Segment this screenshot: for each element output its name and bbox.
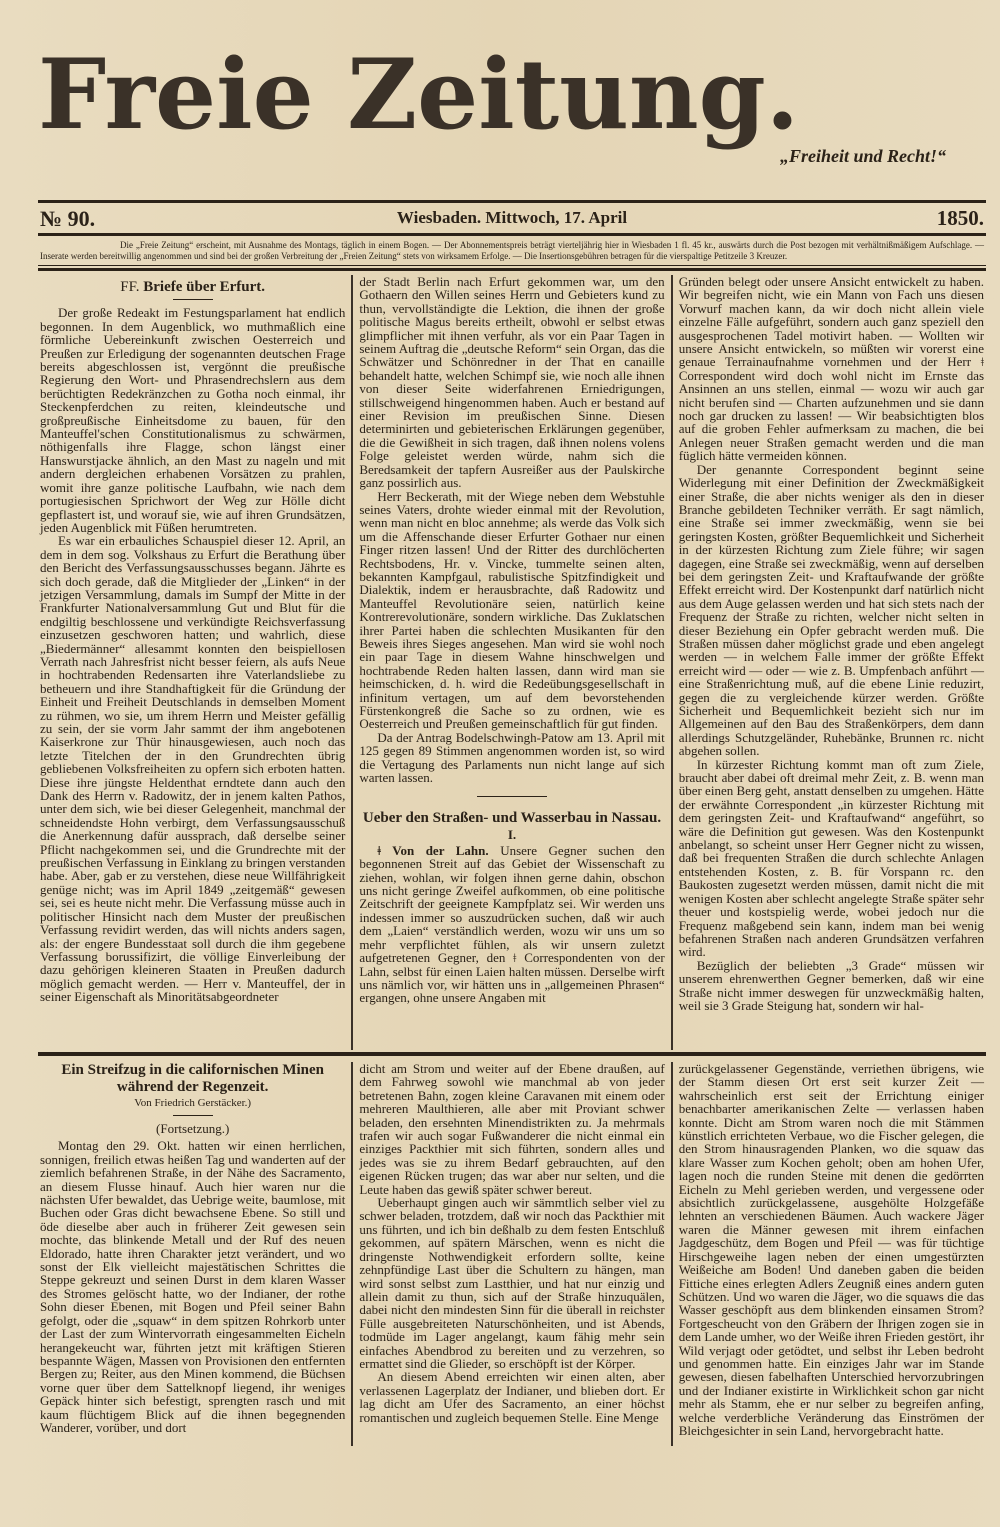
- divider: [173, 299, 213, 300]
- rule: [38, 265, 986, 266]
- paragraph: Da der Antrag Bodelschwingh-Patow am 13. April mit 125 gegen 89 Stimmen angenommen worden ist, so wird die Vertagung des Parlaments nun nicht lange auf sich warten lassen.: [359, 729, 665, 786]
- issue-line: [38, 203, 986, 233]
- motto: „Freiheit und Recht!“: [779, 146, 946, 166]
- newspaper-title: Freie Zeitung.: [38, 38, 800, 151]
- paragraph: Montag den 29. Okt. hatten wir einen herrlichen, sonnigen, freilich etwas heißen Tag und wanderten auf der ziemlich befahrenen Straße, in der Nähe des Sacramento, an diesem Flusse hinauf. Auch hier waren nur die nächsten Ufer bewaldet, das Uebrige weite, baumlose, mit Buchen oder Gras dicht bewachsene Ebene. So still und öde dieselbe aber auch in früherer Zeit gewesen sein mochte, das blinkende Metall und der Ruf des neuen Eldorado, hatte ihren Charakter jetzt verändert, und wo sonst der Elk vielleicht majestätischen Schrittes die Steppe gekreuzt und seinen Durst in dem klaren Wasser des Stromes gelöscht hatte, wo der Indianer, der rothe Sohn dieser Ebenen, mit Bogen und Pfeil seiner Bahn gefolgt, oder die „squaw“ in dem spitzen Rohrkorb unter der Last der zum Wintervorrath eingesammelten Eicheln herangekeucht war, führten jetzt mit kräftigen Stieren bespannte Wägen, Massen von Provisionen den entfernten Bergen zu; Reiter, aus den Minen kommend, die Büchsen vorne quer über dem Sattelknopf liegend, ihr weniges Gepäck hinter sich befestigt, sprengten rasch und mit kaum flüchtigem Blick auf die ihnen begegnenden Wanderer, vorüber, und dort: [40, 1138, 346, 1435]
- paragraph: Unsere Gegner suchen den begonnenen Streit auf das Gebiet der Wissenschaft zu ziehen, wohlan, wir folgen ihnen gerne dahin, obschon uns nicht geringe Zweifel aufkommen, ob eine politische Zeitschrift der geeignete Kampfplatz sei. Wir werden uns indessen immer so auszudrücken suchen, daß wir auch dem „Laien“ verständlich werden, wozu wir uns um so mehr verpflichtet fühlen, als wir unsern zuletzt aufgetretenen Gegner, den ǂ Correspondenten von der Lahn, selbst für einen Laien halten müssen. Derselbe wirft uns nämlich vor, wir hätten uns in „allgemeinen Phrasen“ ergangen, ohne unsere Angaben mit: [359, 842, 665, 1006]
- column-3-lower: [677, 1062, 986, 1446]
- paragraph: Bezüglich der beliebten „3 Grade“ müssen wir unserem ehrenwerthen Gegner bemerken, daß wir eine Straße nicht immer deswegen für unzweckmäßig halten, weil sie 3 Grade Steigung hat, sondern wir hal-: [678, 957, 985, 1013]
- column-1-upper: [38, 275, 347, 1050]
- paragraph: Es war ein erbauliches Schauspiel dieser 12. April, an dem in dem sog. Volkshaus zu Erfurt die Berathung über den Bericht des Verfassungsausschusses begann. Jährte es sich doch gerade, daß die Mitglieder der „Linken“ in der jetzigen Versammlung, damals im Sumpf der Mitte in der Frankfurter Nationalversammlung Gut und Blut für die endgiltig beschlossene und verkündigte Reichsverfassung einzusetzen geschworen hatten; und wahrlich, diese „Biedermänner“ allesammt konnten den beispiellosen Verrath nach Jahresfrist nicht besser feiern, als aufs Neue in hochtrabenden Redensarten ihre Vaterlandsliebe zu betheuern und ihre Standhaftigkeit für die Gründung der Einheit und Freiheit Deutschlands in demselben Moment zu rühmen, wo sie, um ihrem Herrn und Meister gefällig zu sein, der sie vorm Jahr sammt der ihm angebotenen Kaiserkrone zur Thür hinausgewiesen, auch noch das letzte Titelchen der in den Grundrechten übrig gebliebenen Volksfreiheiten zu opfern sich erboten hatten. Diese ihre jüngste Heldenthat erndtete dann auch den Dank des Herrn v. Radowitz, der in jenem kalten Pathos, unter dem sich, wie bei dieser Gelegenheit, manchmal der schneidendste Hohn verbirgt, dem Verfassungsausschuß die Anerkennung dafür aussprach, daß derselbe seiner Pflicht nachgekommen sei, und die Grundrechte mit der preußischen Verfassung in Einklang zu bringen verstanden habe. Aber, gab er zu verstehen, diese neue Willfährigkeit genüge nicht; was im April 1849 „zeitgemäß“ gewesen sei, sei es heute nicht mehr. Die Verfassung müsse auch in politischer Hinsicht nach dem Muster der preußischen Verfassung revidirt werden, das will nichts anders sagen, als: der engere Bundesstaat soll durch die ihm gegebene Verfassung borussifizirt, die völlige Einverleibung der dazu gehörigen kleineren Staaten in Preußen dadurch möglich gemacht werden. — Herr v. Manteuffel, der in seiner Eigenschaft als Minoritätsabgeordneter: [40, 533, 346, 1005]
- author-mark: FF.: [120, 279, 140, 295]
- column-rule: [671, 275, 673, 1050]
- paragraph: In kürzester Richtung kommt man oft zum Ziele, braucht aber dabei oft dreimal mehr Zeit, z. B. wenn man über einen Berg geht, anstatt denselben zu umgehen. Hätte der erwähnte Correspondent „in kürzester Richtung mit dem geringsten Zeit- und Kraftaufwand“ angeführt, so wäre die Definition gut gewesen. Was den Kostenpunkt anbelangt, so scheint unser Herr Gegner nicht zu wissen, daß bei frequenten Straßen die durch schlechte Anlagen entstehenden Kosten, z. B. für Vorspann rc. den Baukosten zugesetzt werden müssen, damit nicht die mit wenigen Kosten aber schlecht angelegte Straße später sehr theuer und kostspielig werde, wobei jedoch nur die Frequenz maßgebend sein kann, indem man bei wenig befahrenen Straßen nach anderen Grundsätzen verfahren wird.: [678, 756, 985, 960]
- paragraph: der Stadt Berlin nach Erfurt gekommen war, um den Gothaern den Willen seines Herrn und Gebieters kund zu thun, vervollständigte die Lektion, die ihnen der große politische Magus bereits ertheilt, obwohl er selbst etwas glimpflicher mit ihnen verfuhr, als vor ein Paar Tagen in seinem Auftrag die „deutsche Reform“ sein Organ, das die Schwätzer und Schönredner in der That en canaille behandelt hatte, welchen Schimpf sie, wie noch alle ihnen von dieser Seite widerfahrenen Erniedrigungen, stillschweigend hingenommen haben. Auch er bestand auf einer Revision im preußischen Sinne. Diesen determinirten und gebieterischen Erklärungen gegenüber, die die Gewißheit in sich tragen, daß ihnen nolens volens Folge geleistet werden würde, nahm sich die Beredsamkeit der tapfern Ausreißer aus der Paulskirche ganz possirlich aus.: [359, 274, 665, 491]
- article-dateline: ǂ Von der Lahn.: [377, 842, 489, 858]
- column-rule: [351, 275, 353, 1050]
- byline: Von Friedrich Gerstäcker.): [134, 1097, 252, 1109]
- column-1-lower: [38, 1062, 347, 1446]
- feuilleton-section: [38, 1056, 986, 1446]
- subscription-notice: Die „Freie Zeitung“ erscheint, mit Ausnahme des Montags, täglich in einem Bogen. — Der Abonnementspreis beträgt vierteljährig hier in Wiesbaden 1 fl. 45 kr., auswärts durch die Post bezogen mit verhältnißmäßigem Aufschlage. — Inserate werden bereitwillig angenommen und sind bei der großen Verbreitung der „Freien Zeitung“ stets von wirksamem Erfolge. — Die Insertionsgebühren betragen für die vierspaltige Petitzeile 3 Kreuzer.: [40, 240, 984, 261]
- column-2-lower: [357, 1062, 666, 1446]
- paragraph: Der genannte Correspondent beginnt seine Widerlegung mit einer Definition der Zweckmäßigkeit einer Straße, die aber nichts weniger als den in dieser Branche gebildeten Techniker verräth. Er sagt nämlich, eine Straße sei immer zweckmäßig, wenn sie bei geringsten Kosten, größter Bequemlichkeit und Sicherheit in der kürzesten Richtung zum Ziele führe; wir sagen dagegen, eine Straße sei zweckmäßig, wenn auf derselben bei dem geringsten Zeit- und Kraftaufwande der größte Effekt erreicht wird. Der Kostenpunkt darf natürlich nicht aus dem Auge gelassen werden und hat sich stets nach der Frequenz der Straße zu richten, welcher nicht selten in dieser Beziehung ein Opfer gebracht werden muß. Die Straßen müssen daher möglichst grade und eben angelegt werden — in welchem Falle immer der größte Effekt erreicht wird — oder — wie z. B. Umpfenbach anführt — eine Straßenrichtung muß, auf die ebene Linie reduzirt, gegen die zu vergleichende kürzer werden. Größte Sicherheit und Bequemlichkeit bezieht sich nur im Allgemeinen auf den Bau des Straßenkörpers, dem dann allerdings Schutzgeländer, Ruhebänke, Brunnen rc. nicht abgehen sollen.: [678, 461, 985, 759]
- column-2-upper: [357, 275, 666, 1050]
- article-title: Briefe über Erfurt.: [143, 279, 266, 295]
- paragraph: Ueberhaupt gingen auch wir sämmtlich selber viel zu schwer beladen, trotzdem, daß wir noch das Packthier mit uns führten, und ich bin deßhalb zu dem festen Entschluß gekommen, auf spätern Märschen, wenn es nicht die dringenste Nothwendigkeit erfordern sollte, keine zehnpfündige Last über die Schultern zu hängen, man wird sonst selbst zum Lastthier, und hat nur einzig und allein damit zu thun, sich auf der Straße hinzuquälen, dabei nicht den mindesten Sinn für die überall in reichster Fülle ausgebreiteten Naturschönheiten, und ist Abends, todmüde im Lager angelangt, kaum fähig mehr sein einfaches Abendbrod zu bereiten und zu verzehren, so ermattet sind die Glieder, so erschöpft ist der Körper.: [359, 1195, 665, 1371]
- column-rule: [671, 1062, 673, 1446]
- paragraph: zurückgelassener Gegenstände, verriethen übrigens, wie der Stamm diesen Ort erst seit kurzer Zeit — wahrscheinlich erst seit der Errichtung einiger benachbarter amerikanischen Zelte — verlassen haben konnte. Dicht am Strom waren noch die mit Stämmen künstlich errichteten Verbaue, wo die Fischer gelegen, die den Strom hinausragenden Planken, wo die squaw das klare Wasser zum Kochen geholt; oben am hohen Ufer, lagen noch die runden Steine mit denen die gedörrten Eicheln zu Mehl gerieben werden, und vergessene oder absichtlich zurückgelassene, ausgehölte Holzgefäße lehnten an verschiedenen Bäumen. Auch wackere Jäger waren die Männer gewesen mit ihrem einfachen Jagdgeschütz, dem Bogen und Pfeil — was für tüchtige Hirschgeweihe lagen neben der einen umgestürzten Weißeiche am Boden! Und daneben gaben die beiden Fittiche eines erlegten Adlers Zeugniß eines andern guten Schützen. Und wo waren die Jäger, wo die squaws die das Wasser geschöpft aus dem blinkenden einsamen Strom? Fortgescheucht von den Gräbern der Ihrigen zogen sie in dem Lande umher, wo der Weiße ihren Frieden gestört, ihr Wild verjagt oder getödtet, und selbst ihr Leben bedroht und genommen hatte. Ein einziges Jahr war im Stande gewesen, diesen fabelhaften Unterschied hervorzubringen und der Indianer existirte in Wirklichkeit schon gar nicht mehr als Stamm, ehe er nur selber zu begreifen anfing, welche verderbliche Veränderung das Einströmen der Bleichgesichter in sein Land, hervorgebracht hatte.: [678, 1061, 985, 1438]
- paragraph: Herr Beckerath, mit der Wiege neben dem Webstuhle seines Vaters, drohte wieder einmal mit der Revolution, wenn man nicht en bloc annehme; als werde das Volk sich um die Affenschande dieser Erfurter Gothaer nur einen Finger ritzen lassen! Und der Ritter des durchlöcherten Rechtsbodens, Hr. v. Vincke, tummelte seinen alten, bekannten Kampfgaul, rabulistische Spitzfindigkeit und Dialektik, indem er herausbrachte, daß Radowitz und Manteuffel Revolutionäre seien, natürlich keine Kontrerevolutionäre, sondern wirkliche. Das Zuklatschen ihrer Partei haben die schlechten Musikanten für den Beweis ihres Sieges angesehen. Man wird sie wohl noch ein paar Tage in diesem Wahne hinschwelgen und hochtrabende Reden halten lassen, dann wird man sie heimschicken, d. h. wird die Redeübungsgesellschaft in infinitum vertagen, um auf dem bevorstehenden Fürstenkongreß die Sache so zu ordnen, wie es Oesterreich und Preußen gemeinschaftlich für gut finden.: [359, 488, 665, 732]
- column-rule: [351, 1062, 353, 1446]
- article-title: Ueber den Straßen- und Wasserbau in Nassau.: [362, 810, 662, 827]
- issue-number: № 90.: [40, 206, 96, 231]
- masthead: [38, 0, 986, 200]
- article-heading: [40, 281, 345, 294]
- paragraph: dicht am Strom und weiter auf der Ebene draußen, auf dem Fahrweg sowohl wie manchmal ab von jeder betretenen Bahn, zogen kleine Caravanen mit einem oder mehreren Maulthieren, alle aber mit Proviant schwer beladen, den ersehnten Minendistrikten zu. Ja mehrmals trafen wir auch sogar Fußwanderer die nicht einmal ein einziges Packthier mit sich führten, sondern alles und jedes was sie zu ihrem Bedarf gebrauchten, auf den eigenen Rücken trugen; das war aber nur selten, und die Leute haben das gewiß später schwer bereut.: [359, 1061, 665, 1197]
- paragraph: An diesem Abend erreichten wir einen alten, aber verlassenen Lagerplatz der Indianer, und blieben dort. Er lag dicht am Ufer des Sacramento, an einer höchst romantischen und zugleich bequemen Stelle. Eine Menge: [359, 1369, 665, 1425]
- divider: [477, 796, 547, 797]
- divider: [173, 1115, 213, 1116]
- paragraph: Der große Redeakt im Festungsparlament hat endlich begonnen. In dem Augenblick, wo muthmaßlich eine förmliche Uebereinkunft zwischen Oesterreich und Preußen zur Erledigung der sogenannten deutschen Frage bereits abgeschlossen ist, vergönnt die preußische Regierung den Wort- und Phrasendrechslern aus dem berüchtigten Redekränzchen zu Gotha noch einmal, ihr Steckenpferdchen zu reiten, kleindeutsche und großpreußische Einheitsdome zu bauen, für den Manteuffel'schen Constitutionalismus zu schwärmen, nöthigenfalls ihre Flagge, schon längst einer Hanswurstjacke ähnlich, an den Mast zu nageln und mit andern dergleichen erhabenen Vorsätzen zu prahlen, womit ihre ganze politische Laufbahn, wie nach dem portugiesischen Sprichwort der Weg zur Hölle dicht gepflastert ist, und worauf sie, wie auf ihren Grundsätzen, jeden Augenblick mit Füßen herumtreten.: [40, 305, 346, 535]
- article-part: I.: [507, 827, 517, 843]
- paragraph: Gründen belegt oder unsere Ansicht entwickelt zu haben. Wir begreifen nicht, wie ein Mann von Fach uns diesen Vorwurf machen kann, da wir doch nicht allein viele einzelne Fälle aufgeführt, sondern auch ganz speziell den ausgesprochenen Tadel motivirt haben. — Wollten wir unsere Ansicht entwickeln, so müßten wir vorerst eine genaue Terrainaufnahme vornehmen und der Herr ǂ Correspondent wird doch wohl nicht im Ernste das Ansinnen an uns stellen, einmal — wozu wir auch gar nicht berufen sind — Charten aufzunehmen und sie dann noch gar drucken zu lassen! — Wir beabsichtigten blos auf die groben Fehler aufmerksam zu machen, die bei Anlegen neuer Straßen gemacht werden und die man füglich hätte vermeiden können.: [678, 274, 985, 464]
- paragraph-with-dateline: [359, 844, 664, 1005]
- newspaper-page: [38, 0, 986, 1446]
- dateline: Wiesbaden. Mittwoch, 17. April: [396, 208, 628, 227]
- column-3-upper: [677, 275, 986, 1050]
- issue-year: 1850.: [936, 206, 984, 230]
- continued-label: (Fortsetzung.): [156, 1121, 230, 1136]
- upper-section: [38, 271, 986, 1050]
- feuilleton-title: Ein Streifzug in die californischen Minen während der Regenzeit.: [61, 1062, 324, 1095]
